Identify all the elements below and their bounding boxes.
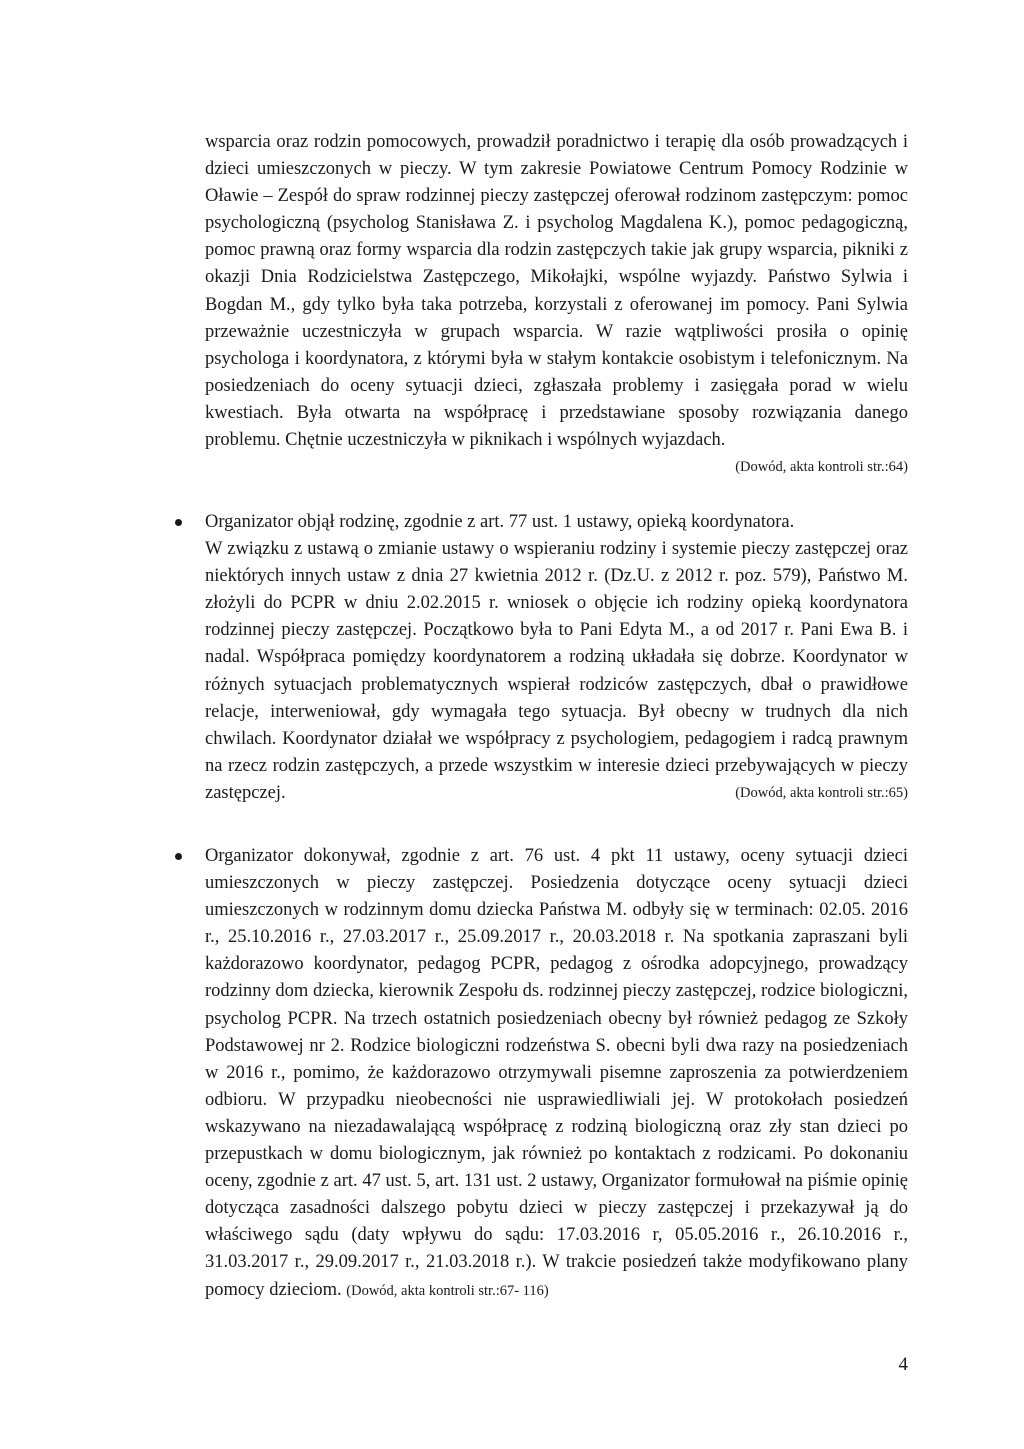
bullet-text-assessment-wrap: [205, 843, 908, 1305]
bullet-item-coordinator: [205, 509, 908, 807]
source-note-65: (Dowód, akta kontroli str.:65): [735, 784, 908, 801]
bullet-heading-coordinator: Organizator objął rodzinę, zgodnie z art. 77 ust. 1 ustawy, opieką koordynatora.: [205, 512, 795, 532]
bullet-item-assessment: [205, 843, 908, 1305]
bullet-icon: [175, 853, 182, 860]
source-note-64: (Dowód, akta kontroli str.:64): [735, 459, 908, 476]
bullet-text-coordinator-wrap: [205, 536, 908, 807]
source-note-67-116: (Dowód, akta kontroli str.:67- 116): [346, 1282, 549, 1299]
text-block-2: [205, 509, 908, 807]
bullet-text-assessment: Organizator dokonywał, zgodnie z art. 76 ust. 4 pkt 11 ustawy, oceny sytuacji dzieci umieszczonych w pieczy zastępczej. Posiedzenia dotyczące oceny sytuacji dzieci umieszczonych w rodzinnym domu dziecka Państwa M. odbyły się w terminach: 02.05. 2016 r., 25.10.2016 r., 27.03.2017 r., 25.09.2017 r., 20.03.2018 r. Na spotkania zapraszani byli każdorazowo koordynator, pedagog PCPR, pedagog z ośrodka adopcyjnego, prowadzący rodzinny dom dziecka, kierownik Zespołu ds. rodzinnej pieczy zastępczej, rodzice biologiczni, psycholog PCPR. Na trzech ostatnich posiedzeniach obecny był również pedagog ze Szkoły Podstawowej nr 2. Rodzice biologiczni rodzeństwa S. obecni byli dwa razy na posiedzeniach w 2016 r., pomimo, że każdorazowo otrzymywali pisemne zaproszenia za potwierdzeniem odbioru. W przypadku nieobecności nie usprawiedliwiali jej. W protokołach posiedzeń wskazywano na niezadawalającą współpracę z rodziną biologiczną oraz zły stan dzieci po przepustkach w domu biologicznym, jak również po kontaktach z rodzicami. Po dokonaniu oceny, zgodnie z art. 47 ust. 5, art. 131 ust. 2 ustawy, Organizator formułował na piśmie opinię dotycząca zasadności dalszego pobytu dzieci w pieczy zastępczej i przekazywał ją do właściwego sądu (daty wpływu do sądu: 17.03.2016 r, 05.05.2016 r., 26.10.2016 r., 31.03.2017 r., 29.09.2017 r., 21.03.2018 r.). W trakcie posiedzeń także modyfikowano plany pomocy dzieciom.: [205, 846, 908, 1300]
text-block-3: [205, 843, 908, 1305]
bullet-icon: [175, 519, 182, 526]
text-block-1: [205, 129, 908, 481]
paragraph-support: wsparcia oraz rodzin pomocowych, prowadził poradnictwo i terapię dla osób prowadzących i dzieci umieszczonych w pieczy. W tym zakresie Powiatowe Centrum Pomocy Rodzinie w Oławie – Zespół do spraw rodzinnej pieczy zastępczej oferował rodzinom zastępczym: pomoc psychologiczną (psycholog Stanisława Z. i psycholog Magdalena K.), pomoc pedagogiczną, pomoc prawną oraz formy wsparcia dla rodzin zastępczych takie jak grupy wsparcia, pikniki z okazji Dnia Rodzicielstwa Zastępczego, Mikołajki, wspólne wyjazdy. Państwo Sylwia i Bogdan M., gdy tylko była taka potrzeba, korzystali z oferowanej im pomocy. Pani Sylwia przeważnie uczestniczyła w grupach wsparcia. W razie wątpliwości prosiła o opinię psychologa i koordynatora, z którymi była w stałym kontakcie osobistym i telefonicznym. Na posiedzeniach do oceny sytuacji dzieci, zgłaszała problemy i zasięgała porad w wielu kwestiach. Była otwarta na współpracę i przedstawiane sposoby rozwiązania danego problemu. Chętnie uczestniczyła w piknikach i wspólnych wyjazdach.: [205, 132, 908, 451]
bullet-text-coordinator: W związku z ustawą o zmianie ustawy o wspieraniu rodziny i systemie pieczy zastępczej oraz niektórych innych ustaw z dnia 27 kwietnia 2012 r. (Dz.U. z 2012 r. poz. 579), Państwo M. złożyli do PCPR w dniu 2.02.2015 r. wniosek o objęcie ich rodziny opieką koordynatora rodzinnej pieczy zastępczej. Początkowo była to Pani Edyta M., a od 2017 r. Pani Ewa B. i nadal. Współpraca pomiędzy koordynatorem a rodziną układała się dobrze. Koordynator w różnych sytuacjach problematycznych wspierał rodziców zastępczych, dbał o prawidłowe relacje, interweniował, gdy wymagała tego sytuacja. Był obecny w trudnych dla nich chwilach. Koordynator działał we współpracy z psychologiem, pedagogiem i radcą prawnym na rzecz rodzin zastępczych, a przede wszystkim w interesie dzieci przebywających w pieczy zastępczej.: [205, 539, 908, 803]
page-number: 4: [898, 1354, 908, 1375]
